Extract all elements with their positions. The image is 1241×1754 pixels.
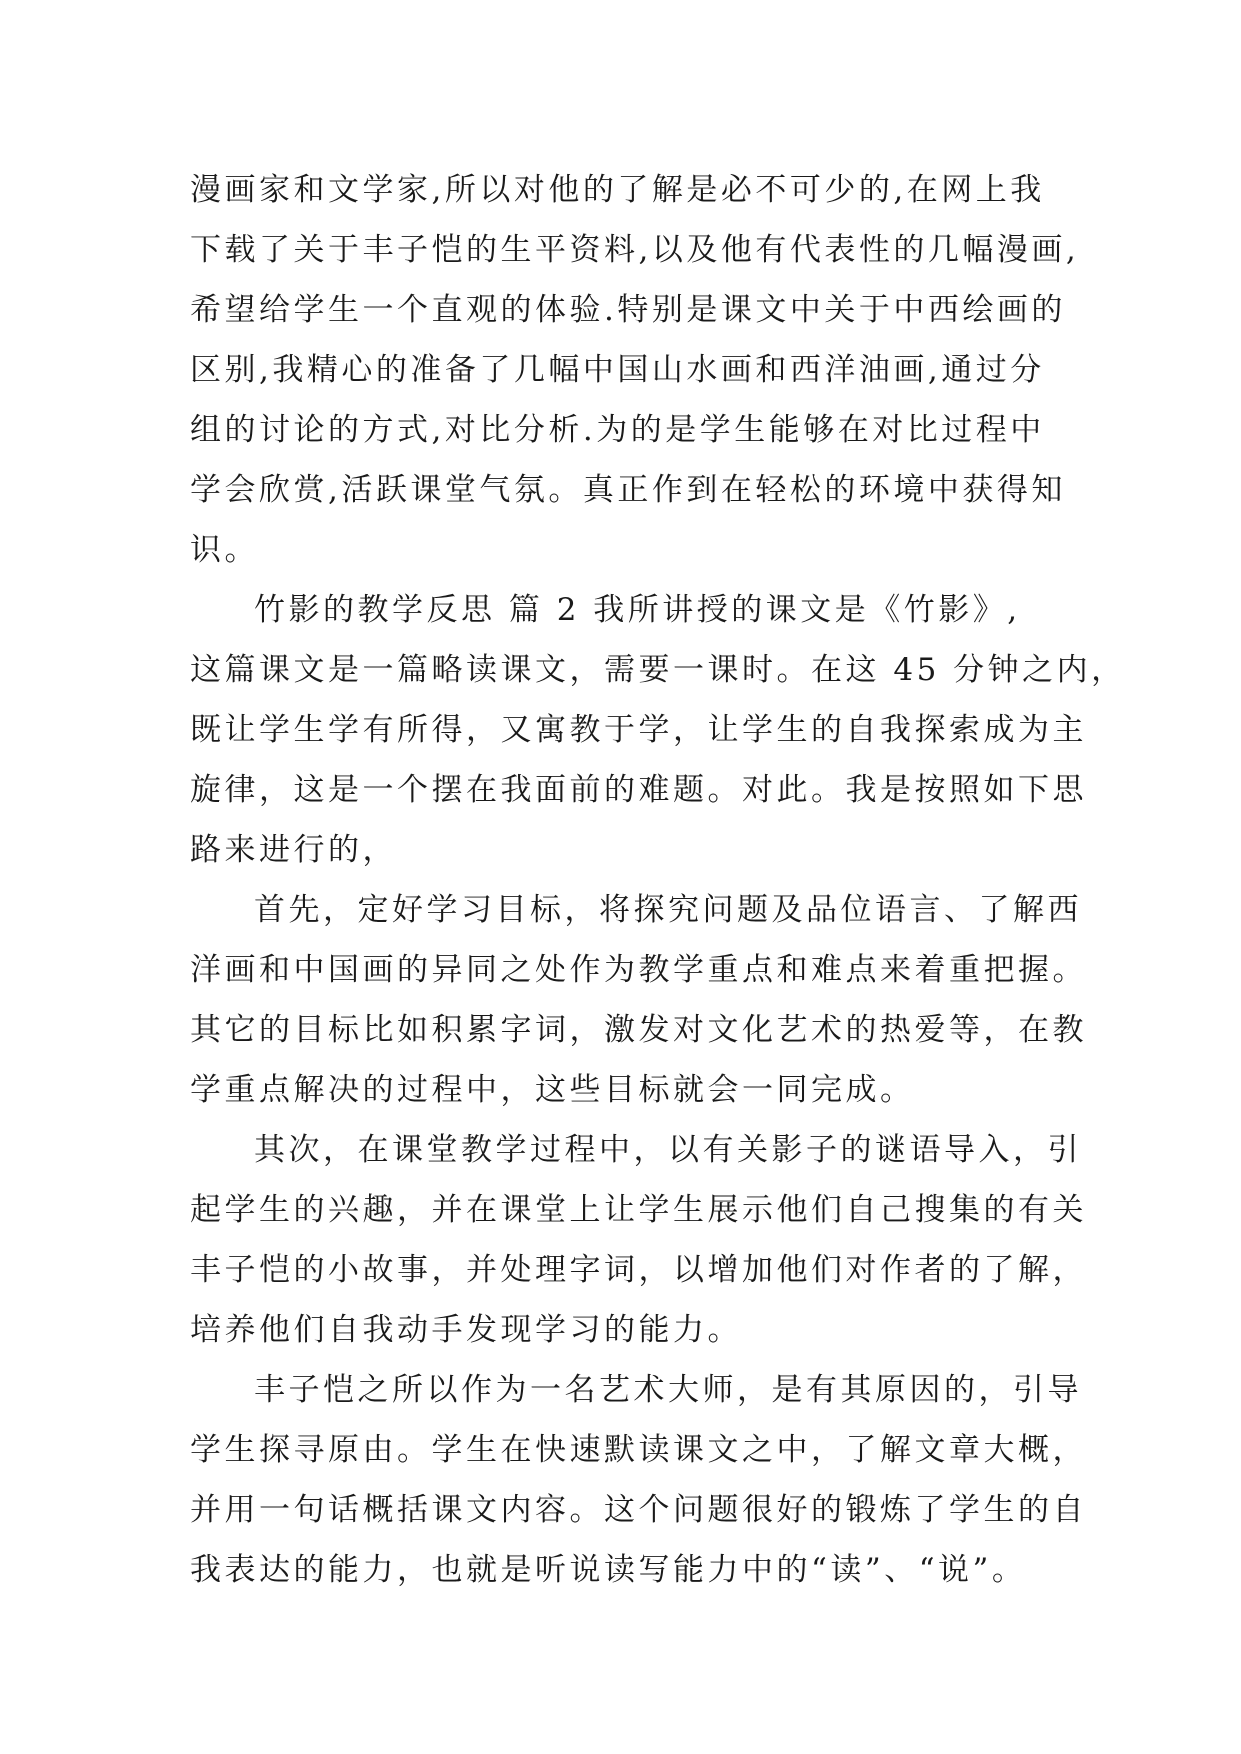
text-line: 既让学生学有所得，又寓教于学，让学生的自我探索成为主 <box>190 712 1087 748</box>
text-line: 我表达的能力，也就是听说读写能力中的“读”、“说”。 <box>190 1552 1027 1588</box>
paragraph-start-line: 其次，在课堂教学过程中，以有关影子的谜语导入，引 <box>254 1132 1082 1168</box>
section-heading-line: 竹影的教学反思 篇 2 我所讲授的课文是《竹影》, <box>254 592 1021 628</box>
body-text <box>190 160 1126 1600</box>
text-line: 识。 <box>190 532 259 568</box>
text-line: 起学生的兴趣，并在课堂上让学生展示他们自己搜集的有关 <box>190 1192 1087 1228</box>
text-line: 旋律，这是一个摆在我面前的难题。对此。我是按照如下思 <box>190 772 1087 808</box>
text-line: 洋画和中国画的异同之处作为教学重点和难点来着重把握。 <box>190 952 1087 988</box>
text-line: 希望给学生一个直观的体验.特别是课文中关于中西绘画的 <box>190 292 1066 328</box>
text-line: 学重点解决的过程中，这些目标就会一同完成。 <box>190 1072 915 1108</box>
text-line: 这篇课文是一篇略读课文，需要一课时。在这 45 分钟之内， <box>190 652 1126 688</box>
text-line: 路来进行的， <box>190 832 397 868</box>
text-line: 下载了关于丰子恺的生平资料,以及他有代表性的几幅漫画, <box>190 232 1080 268</box>
text-line: 学会欣赏,活跃课堂气氛。真正作到在轻松的环境中获得知 <box>190 472 1066 508</box>
text-line: 区别,我精心的准备了几幅中国山水画和西洋油画,通过分 <box>190 352 1045 388</box>
text-line: 其它的目标比如积累字词，激发对文化艺术的热爱等，在教 <box>190 1012 1087 1048</box>
text-line: 培养他们自我动手发现学习的能力。 <box>190 1312 742 1348</box>
paragraph-start-line: 首先，定好学习目标，将探究问题及品位语言、了解西 <box>254 892 1082 928</box>
text-line: 学生探寻原由。学生在快速默读课文之中，了解文章大概， <box>190 1432 1087 1468</box>
text-line: 漫画家和文学家,所以对他的了解是必不可少的,在网上我 <box>190 172 1045 208</box>
text-line: 组的讨论的方式,对比分析.为的是学生能够在对比过程中 <box>190 412 1045 448</box>
text-line: 丰子恺的小故事，并处理字词，以增加他们对作者的了解， <box>190 1252 1087 1288</box>
text-line: 并用一句话概括课文内容。这个问题很好的锻炼了学生的自 <box>190 1492 1087 1528</box>
paragraph-start-line: 丰子恺之所以作为一名艺术大师，是有其原因的，引导 <box>254 1372 1082 1408</box>
